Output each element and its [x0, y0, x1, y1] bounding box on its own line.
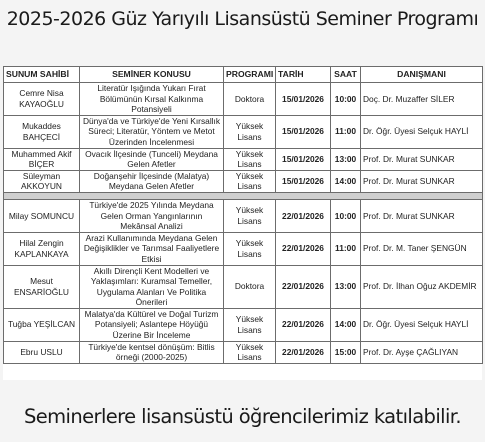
footer-note: Seminerlere lisansüstü öğrencilerimiz katılabilir.: [23, 405, 462, 428]
presenter-cell: Mesut ENSARİOĞLU: [4, 265, 80, 308]
presenter-cell: Süleyman AKKOYUN: [4, 170, 80, 192]
header-program: PROGRAMI: [224, 67, 276, 83]
time-cell: 10:00: [331, 199, 361, 232]
program-cell: Yüksek Lisans: [224, 308, 276, 341]
presenter-cell: Ebru USLU: [4, 341, 80, 363]
date-cell: 22/01/2026: [276, 199, 331, 232]
topic-cell: Literatür Işığında Yukarı Fırat Bölümünün Kırsal Kalkınma Potansiyeli: [80, 83, 224, 116]
seminar-schedule: [3, 66, 482, 380]
table-row: [4, 170, 483, 192]
advisor-cell: Prof. Dr. Murat SUNKAR: [361, 148, 483, 170]
date-cell: 15/01/2026: [276, 83, 331, 116]
advisor-cell: Prof. Dr. M. Taner ŞENGÜN: [361, 232, 483, 265]
header-time: SAAT: [331, 67, 361, 83]
header-presenter: SUNUM SAHİBİ: [4, 67, 80, 83]
presenter-cell: Tuğba YEŞİLCAN: [4, 308, 80, 341]
table-row: [4, 83, 483, 116]
table-row: [4, 115, 483, 148]
program-cell: Yüksek Lisans: [224, 232, 276, 265]
topic-cell: Akıllı Dirençli Kent Modelleri ve Yaklaşımları: Kuramsal Temeller, Uygulama Alanları Ve Politika Önerileri: [80, 265, 224, 308]
date-cell: 15/01/2026: [276, 170, 331, 192]
header-date: TARİH: [276, 67, 331, 83]
program-cell: Yüksek Lisans: [224, 148, 276, 170]
presenter-cell: Cemre Nisa KAYAOĞLU: [4, 83, 80, 116]
header-topic: SEMİNER KONUSU: [80, 67, 224, 83]
time-cell: 15:00: [331, 341, 361, 363]
program-cell: Yüksek Lisans: [224, 199, 276, 232]
presenter-cell: Hilal Zengin KAPLANKAYA: [4, 232, 80, 265]
page-title: 2025-2026 Güz Yarıyılı Lisansüstü Seminer Programı: [6, 8, 479, 30]
date-cell: 22/01/2026: [276, 308, 331, 341]
topic-cell: Dünya'da ve Türkiye'de Yeni Kırsallık Süreci; Literatür, Yöntem ve Metot Üzerinden İncelenmesi: [80, 115, 224, 148]
topic-cell: Malatya'da Kültürel ve Doğal Turizm Potansiyeli; Aslantepe Höyüğü Üzerine Bir İnceleme: [80, 308, 224, 341]
topic-cell: Ovacık İlçesinde (Tunceli) Meydana Gelen Afetler: [80, 148, 224, 170]
program-cell: Yüksek Lisans: [224, 115, 276, 148]
advisor-cell: Dr. Öğr. Üyesi Selçuk HAYLİ: [361, 115, 483, 148]
time-cell: 14:00: [331, 308, 361, 341]
header-row: [4, 67, 483, 83]
table-row: [4, 265, 483, 308]
topic-cell: Doğanşehir İlçesinde (Malatya) Meydana Gelen Afetler: [80, 170, 224, 192]
date-cell: 22/01/2026: [276, 232, 331, 265]
header-advisor: DANIŞMANI: [361, 67, 483, 83]
program-cell: Yüksek Lisans: [224, 341, 276, 363]
time-cell: 11:00: [331, 115, 361, 148]
presenter-cell: Mukaddes BAHÇECİ: [4, 115, 80, 148]
advisor-cell: Prof. Dr. İlhan Oğuz AKDEMİR: [361, 265, 483, 308]
table-row: [4, 341, 483, 363]
time-cell: 10:00: [331, 83, 361, 116]
date-cell: 15/01/2026: [276, 115, 331, 148]
group-separator: [4, 192, 483, 199]
advisor-cell: Prof. Dr. Ayşe ÇAĞLIYAN: [361, 341, 483, 363]
presenter-cell: Milay SOMUNCU: [4, 199, 80, 232]
advisor-cell: Prof. Dr. Murat SUNKAR: [361, 170, 483, 192]
table-row: [4, 199, 483, 232]
topic-cell: Arazi Kullanımında Meydana Gelen Değişiklikler ve Tarımsal Faaliyetlere Etkisi: [80, 232, 224, 265]
table-row: [4, 148, 483, 170]
presenter-cell: Muhammed Akif BİÇER: [4, 148, 80, 170]
program-cell: Doktora: [224, 83, 276, 116]
date-cell: 22/01/2026: [276, 341, 331, 363]
table-row: [4, 308, 483, 341]
separator-bar: [4, 192, 483, 199]
time-cell: 11:00: [331, 232, 361, 265]
advisor-cell: Doç. Dr. Muzaffer SİLER: [361, 83, 483, 116]
program-cell: Doktora: [224, 265, 276, 308]
time-cell: 13:00: [331, 265, 361, 308]
time-cell: 13:00: [331, 148, 361, 170]
time-cell: 14:00: [331, 170, 361, 192]
advisor-cell: Prof. Dr. Murat SUNKAR: [361, 199, 483, 232]
program-cell: Yüksek Lisans: [224, 170, 276, 192]
table-row: [4, 232, 483, 265]
topic-cell: Türkiye'de 2025 Yılında Meydana Gelen Orman Yangınlarının Mekânsal Analizi: [80, 199, 224, 232]
date-cell: 15/01/2026: [276, 148, 331, 170]
date-cell: 22/01/2026: [276, 265, 331, 308]
schedule-table: [3, 66, 483, 364]
topic-cell: Türkiye'de kentsel dönüşüm: Bitlis örneği (2000-2025): [80, 341, 224, 363]
advisor-cell: Dr. Öğr. Üyesi Selçuk HAYLİ: [361, 308, 483, 341]
